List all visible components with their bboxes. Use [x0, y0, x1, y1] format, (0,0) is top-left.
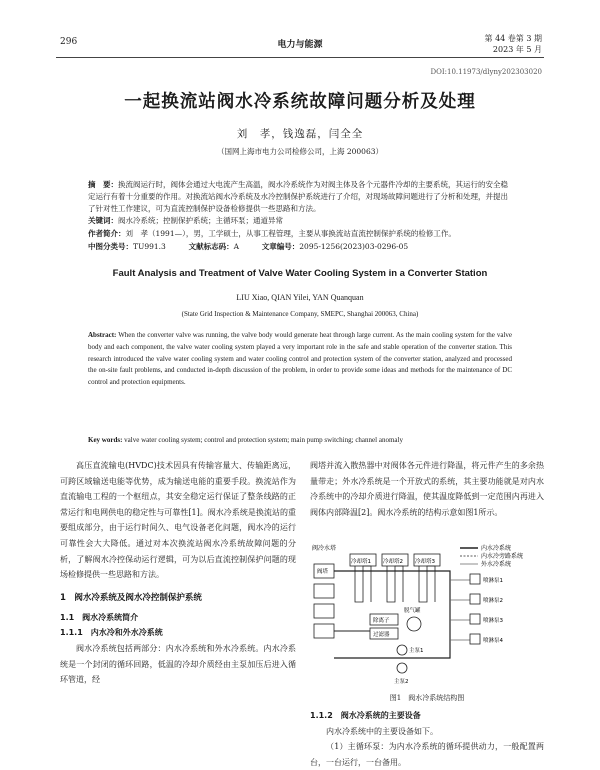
spray-pump-4-box — [470, 634, 480, 644]
body-right-column-top — [310, 458, 544, 520]
section-1-1-1-paragraph: 阀水冷系统包括两部分：内水冷系统和外水冷系统。内水冷系统是一个封闭的循环回路，低温的冷却介质经由主泵加压后进入循环管道，经 — [60, 643, 296, 685]
author-intro-text: 刘 孝（1991—），男，工学硕士，从事工程管理，主要从事换流站直流控制保护系统的检修工作。 — [125, 229, 456, 238]
doi[interactable]: DOI:10.11973/dlyny202303020 — [430, 68, 542, 76]
classification-row — [88, 241, 512, 253]
english-keywords-label: Key words: — [88, 436, 123, 444]
cooling-tower-2-label: 冷却塔2 — [383, 559, 403, 565]
main-pump-item: （1）主循环泵：为内水冷系统的循环提供动力，一般配置两台，一台运行，一台备用。 — [310, 742, 544, 767]
abstract-zh — [88, 179, 512, 215]
issue-info — [485, 33, 542, 55]
legend-inner: 内水冷系统 — [481, 545, 512, 552]
body-right-column-bottom — [310, 708, 544, 770]
author-intro-label: 作者简介： — [88, 229, 126, 238]
valve-tower-box-2 — [314, 584, 334, 598]
figure-1-diagram — [310, 540, 544, 705]
main-pump-2-label: 主泵2 — [394, 679, 409, 685]
main-pump-1-label: 主泵1 — [409, 648, 424, 654]
legend-bypass: 内水冷旁路系统 — [481, 553, 524, 560]
valve-tower-box-4 — [314, 624, 334, 638]
volume-issue: 第 44 卷第 3 期 — [484, 34, 542, 43]
journal-name: 电力与能源 — [277, 40, 323, 50]
abstract-zh-text: 换流阀运行时，阀体会通过大电流产生高温，阀水冷系统作为对阀主体及各个元器件冷却的主要系统，其运行的安全稳定运行有着十分重要的作用。对换流站阀水冷系统及水冷控制保护系统进行了介绍，对现场故障问题进行了分析和处理，并提出了针对性工作建议，可为直流控制保护设备检修提供一些思路和方法。 — [88, 180, 508, 213]
abstract-zh-label: 摘 要： — [88, 180, 118, 189]
clc-label: 中图分类号： — [88, 242, 133, 251]
english-affiliation: (State Grid Inspection & Maintenance Company, SMEPC, Shanghai 200063, China) — [181, 310, 419, 318]
keywords-zh-label: 关键词： — [88, 216, 118, 225]
english-authors: LIU Xiao, QIAN Yilei, YAN Quanquan — [236, 293, 364, 302]
english-title: Fault Analysis and Treatment of Valve Water Cooling System in a Converter Station — [112, 268, 488, 279]
valve-tower-box-3 — [314, 604, 334, 618]
spray-pump-4-label: 喷淋泵4 — [483, 638, 503, 644]
doc-code-value: A — [233, 242, 239, 251]
issue-date: 2023 年 5 月 — [492, 45, 542, 54]
spray-pump-2-box — [470, 594, 480, 604]
doc-code-label: 文献标志码： — [188, 242, 234, 251]
author-intro-zh — [88, 228, 512, 240]
keywords-zh — [88, 215, 512, 227]
main-pump-2-symbol — [397, 663, 407, 673]
cooling-tower-3-label: 冷却塔3 — [415, 559, 435, 565]
spray-pump-1-label: 喷淋泵1 — [483, 578, 503, 584]
section-1-1-2-heading: 1.1.2 阀水冷系统的主要设备 — [310, 711, 421, 720]
spray-pump-3-box — [470, 614, 480, 624]
english-abstract-label: Abstract: — [88, 331, 117, 339]
body-left-column — [60, 458, 296, 688]
section-1-1-1-heading: 1.1.1 内水冷和外水冷系统 — [60, 628, 163, 638]
tower-left-label: 阀冷水塔 — [312, 545, 337, 552]
degas-tank — [407, 617, 421, 631]
spray-pump-1-box — [470, 574, 480, 584]
paper-title: 一起换流站阀水冷系统故障问题分析及处理 — [124, 92, 476, 112]
main-pump-1-symbol — [397, 645, 407, 655]
legend-outer: 外水冷系统 — [481, 561, 512, 568]
article-no-value: 2095-1256(2023)03-0296-05 — [299, 242, 409, 251]
valve-tower-label: 阀塔 — [317, 569, 329, 575]
english-keywords-text: valve water cooling system; control and protection system; main pump switching; channel anomaly — [124, 436, 403, 444]
article-no-label: 文章编号： — [261, 242, 300, 251]
english-keywords — [88, 435, 512, 446]
authors: 刘 孝，钱逸磊，闫全全 — [236, 128, 364, 140]
section-1-heading: 1 阀水冷系统及阀水冷控制保护系统 — [60, 592, 202, 603]
right-top-paragraph: 阀塔并流入散热器中对阀体各元件进行降温，将元件产生的多余热量带走；外水冷系统是一个开放式的系统，其主要功能就是对内水冷系统中的冷却介质进行降温，使其温度降低到一定范围内再进入阀体内部降温[2]。阀水冷系统的结构示意如图1所示。 — [310, 461, 544, 517]
section-1-1-2-intro: 内水冷系统中的主要设备如下。 — [326, 726, 438, 736]
outer-pipes — [450, 580, 470, 640]
figure-1-caption: 图1 阀水冷系统结构图 — [389, 694, 465, 702]
degas-label: 脱气罐 — [404, 608, 421, 614]
section-1-1-heading: 1.1 阀水冷系统简介 — [60, 612, 139, 622]
page-number: 296 — [60, 37, 78, 47]
filter-label: 过滤器 — [373, 632, 390, 638]
affiliation: （国网上海市电力公司检修公司，上海 200063） — [216, 147, 383, 156]
intro-paragraph: 高压直流输电(HVDC)技术因具有传输容量大、传输距离远，可跨区域输送电能等优势，成为输送电能的重要手段。换流站作为直流输电工程的一个枢纽点，其安全稳定运行保证了整条线路的正常运行和电网供电的稳定性与可靠性[1]。阀水冷系统是换流站的重要组成部分，由于运行时间久、电气设备老化问题，阀水冷的运行可靠性会大大降低。通过对本次换流站阀水冷系统故障问题的分析，了解阀水冷控保动运行逻辑，可为以后直流控制保护问题的现场检修提供一些思路和方法。 — [60, 461, 296, 580]
english-abstract — [88, 330, 512, 389]
keywords-zh-text: 阀水冷系统；控制保护系统；主循环泵；通道异常 — [118, 216, 283, 225]
spray-pump-2-label: 喷淋泵2 — [483, 598, 503, 604]
header-rule — [56, 57, 544, 58]
english-abstract-text: When the converter valve was running, the valve body would generate heat through large current. As the main cooling system for the valve body and each component, the valve water cooling system played a very important role in the safe and stable operation of the converter station. This research introduced the valve water cooling system and water cooling control and protection system of the converter station, analyzed and processed the on-site fault problems, and conducted in-depth discussion of the problem, in order to provide some ideas and methods for the maintenance of DC control and protection equipments. — [88, 331, 512, 387]
deionizer-label: 除离子 — [373, 618, 390, 624]
spray-pump-3-label: 喷淋泵3 — [483, 618, 503, 624]
cooling-tower-1-label: 冷却塔1 — [351, 559, 371, 565]
clc-value: TU991.3 — [133, 242, 166, 251]
